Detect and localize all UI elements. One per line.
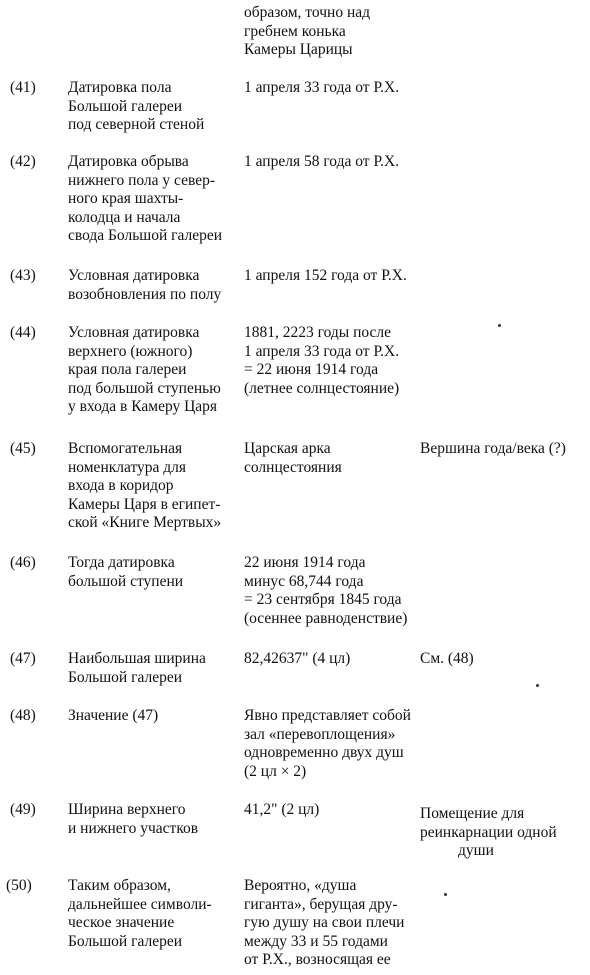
row-number: (45)	[10, 440, 36, 457]
row-number: (47)	[10, 650, 36, 667]
value-line: между 33 и 55 годами	[244, 932, 388, 950]
label-line: большой ступени	[68, 572, 184, 590]
row-number: (50)	[6, 877, 32, 894]
label-line: Условная датировка	[68, 267, 200, 284]
row-number: (43)	[10, 267, 36, 284]
label-line: Датировка пола	[68, 79, 172, 96]
row-label	[68, 79, 238, 135]
row-note	[420, 805, 590, 861]
continued-text	[244, 4, 424, 60]
row-value	[244, 650, 422, 669]
value-line: 22 июня 1914 года	[244, 554, 366, 571]
value-line: одновременно двух душ	[244, 744, 404, 761]
label-line: Камеры Царя в египет-	[68, 495, 221, 513]
row-label	[68, 267, 238, 304]
label-line: Значение (47)	[68, 707, 159, 724]
continued-line: Камеры Царицы	[244, 41, 353, 58]
row-label	[68, 707, 238, 726]
value-line: Вероятно, «душа	[244, 877, 357, 894]
row-value	[244, 440, 422, 477]
label-line: Ширина верхнего	[68, 801, 186, 818]
row-label	[68, 554, 238, 591]
value-line: (2 цл × 2)	[244, 762, 307, 780]
label-line: Вспомогательная	[68, 440, 183, 457]
row-value	[244, 707, 422, 781]
scan-speck	[536, 684, 539, 687]
row-number: (41)	[10, 79, 36, 96]
value-line: = 23 сентября 1845 года	[244, 591, 402, 608]
value-line: (осеннее равноденствие)	[244, 609, 408, 627]
row-number: (42)	[10, 153, 36, 170]
value-line: 41,2" (2 цл)	[244, 801, 320, 818]
row-label	[68, 153, 238, 246]
value-line: солнцестояния	[244, 458, 342, 476]
label-line: колодца и начала	[68, 208, 181, 226]
row-number: (49)	[10, 801, 36, 818]
label-line: ческое значение	[68, 914, 175, 931]
value-line: 1881, 2223 годы после	[244, 324, 392, 341]
value-line: гиганта», берущая дру-	[244, 895, 398, 913]
label-line: края пола галереи	[68, 361, 187, 378]
label-line: Датировка обрыва	[68, 153, 189, 170]
row-number: (48)	[10, 707, 36, 724]
label-line: входа в коридор	[68, 477, 174, 494]
label-line: у входа в Камеру Царя	[68, 398, 218, 415]
row-label	[68, 877, 238, 951]
scan-speck	[444, 893, 447, 896]
scan-speck	[498, 324, 501, 327]
label-line: верхнего (южного)	[68, 342, 193, 360]
row-value	[244, 554, 422, 628]
continued-line: образом, точно над	[244, 4, 371, 21]
note-line: Вершина года/века (?)	[420, 440, 566, 457]
label-line: ного края шахты-	[68, 190, 184, 207]
value-line: минус 68,744 года	[244, 572, 364, 590]
value-line: 82,42637" (4 цл)	[244, 650, 351, 667]
note-line: См. (48)	[420, 650, 474, 667]
row-number: (46)	[10, 554, 36, 571]
label-line: ской «Книге Мертвых»	[68, 514, 222, 531]
label-line: Таким образом,	[68, 877, 171, 894]
value-line: = 22 июня 1914 года	[244, 361, 379, 378]
label-line: дальнейшее символи-	[68, 895, 212, 913]
row-label	[68, 324, 238, 417]
label-line: Тогда датировка	[68, 554, 175, 571]
value-line: 1 апреля 58 года от Р.Х.	[244, 153, 400, 170]
value-line: 1 апреля 152 года от Р.Х.	[244, 267, 407, 284]
value-line: 1 апреля 33 года от Р.Х.	[244, 342, 400, 360]
row-value	[244, 79, 422, 98]
value-line: 1 апреля 33 года от Р.Х.	[244, 79, 400, 96]
row-value	[244, 877, 422, 970]
value-line: от Р.Х., возносящая ее	[244, 951, 391, 968]
row-label	[68, 801, 238, 838]
row-value	[244, 267, 422, 286]
label-line: Условная датировка	[68, 324, 200, 341]
label-line: под северной стеной	[68, 116, 205, 133]
row-value	[244, 324, 422, 398]
value-line: зал «перевоплощения»	[244, 725, 396, 743]
row-note	[420, 650, 590, 669]
value-line: (летнее солнцестояние)	[244, 379, 400, 397]
label-line: свода Большой галереи	[68, 227, 223, 244]
value-line: гую душу на свои плечи	[244, 914, 405, 931]
label-line: Наибольшая ширина	[68, 650, 206, 667]
row-value	[244, 153, 422, 172]
row-label	[68, 650, 238, 687]
value-line: Явно представляет собой	[244, 707, 411, 724]
row-number: (44)	[10, 324, 36, 341]
label-line: нижнего пола у север-	[68, 171, 215, 189]
value-line: Царская арка	[244, 440, 331, 457]
note-line: души	[458, 842, 494, 859]
row-label	[68, 440, 238, 533]
label-line: Большой галереи	[68, 97, 183, 115]
label-line: Большой галереи	[68, 668, 183, 686]
label-line: возобновления по полу	[68, 285, 222, 303]
note-line: Помещение для	[420, 805, 525, 822]
label-line: и нижнего участков	[68, 819, 199, 837]
label-line: под большой ступенью	[68, 379, 221, 397]
label-line: Большой галереи	[68, 932, 183, 950]
note-line: реинкарнации одной	[420, 823, 557, 841]
continued-line: гребнем конька	[244, 22, 346, 40]
row-value	[244, 801, 422, 820]
row-note	[420, 440, 590, 459]
label-line: номенклатура для	[68, 458, 187, 476]
